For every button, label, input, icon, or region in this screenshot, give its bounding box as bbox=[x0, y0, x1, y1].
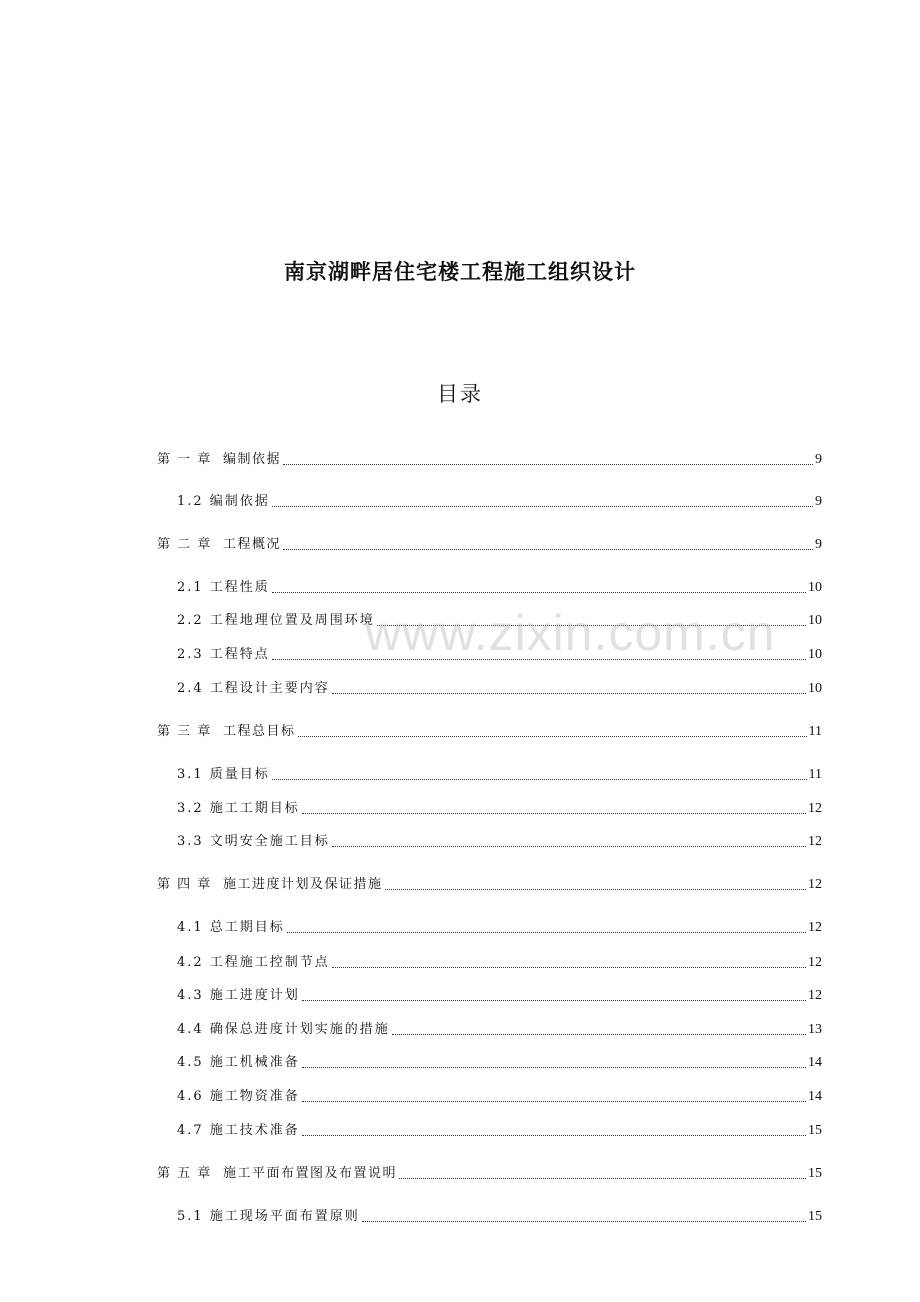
toc-page-number: 12 bbox=[808, 801, 822, 816]
toc-entry-label: 4.3 施工进度计划 bbox=[177, 988, 300, 1003]
toc-entry-label: 4.5 施工机械准备 bbox=[177, 1055, 300, 1070]
toc-entry-section-2-2[interactable] bbox=[177, 609, 822, 629]
toc-entry-chapter-3[interactable] bbox=[157, 720, 822, 740]
toc-entry-section-2-4[interactable] bbox=[177, 677, 822, 697]
toc-entry-label: 4.6 施工物资准备 bbox=[177, 1089, 300, 1104]
toc-leader-dots bbox=[272, 658, 806, 660]
toc-entry-label: 3.3 文明安全施工目标 bbox=[177, 834, 330, 849]
toc-page-number: 11 bbox=[808, 724, 822, 739]
toc-page-number: 9 bbox=[815, 452, 822, 467]
toc-entry-label: 4.2 工程施工控制节点 bbox=[177, 955, 330, 970]
toc-leader-dots bbox=[362, 1220, 806, 1222]
toc-page-number: 12 bbox=[808, 834, 822, 849]
toc-page-number: 15 bbox=[808, 1123, 822, 1138]
toc-page-number: 14 bbox=[808, 1055, 822, 1070]
toc-entry-section-2-1[interactable] bbox=[177, 576, 822, 596]
toc-leader-dots bbox=[272, 778, 807, 780]
toc-page-number: 11 bbox=[808, 767, 822, 782]
toc-entry-label: 4.1 总工期目标 bbox=[177, 920, 285, 935]
toc-leader-dots bbox=[302, 1134, 806, 1136]
toc-entry-label: 第 二 章 工程概况 bbox=[157, 537, 282, 552]
toc-leader-dots bbox=[283, 463, 813, 465]
toc-page-number: 15 bbox=[808, 1166, 822, 1181]
toc-leader-dots bbox=[302, 1066, 806, 1068]
toc-page-number: 9 bbox=[815, 494, 822, 509]
toc-leader-dots bbox=[302, 999, 806, 1001]
toc-leader-dots bbox=[272, 505, 813, 507]
toc-leader-dots bbox=[392, 1033, 806, 1035]
toc-entry-section-3-1[interactable] bbox=[177, 763, 822, 783]
toc-entry-section-5-1[interactable] bbox=[177, 1205, 822, 1225]
document-title: 南京湖畔居住宅楼工程施工组织设计 bbox=[284, 260, 636, 284]
toc-page-number: 9 bbox=[815, 537, 822, 552]
toc-entry-label: 3.2 施工工期目标 bbox=[177, 801, 300, 816]
toc-entry-label: 4.7 施工技术准备 bbox=[177, 1123, 300, 1138]
toc-entry-section-4-7[interactable] bbox=[177, 1119, 822, 1139]
toc-entry-label: 1.2 编制依据 bbox=[177, 494, 270, 509]
toc-page-number: 12 bbox=[808, 920, 822, 935]
toc-leader-dots bbox=[302, 812, 806, 814]
toc-entry-label: 4.4 确保总进度计划实施的措施 bbox=[177, 1022, 390, 1037]
toc-leader-dots bbox=[272, 591, 806, 593]
toc-page-number: 15 bbox=[808, 1209, 822, 1224]
toc-page-number: 10 bbox=[808, 613, 822, 628]
toc-entry-label: 2.1 工程性质 bbox=[177, 580, 270, 595]
toc-entry-chapter-5[interactable] bbox=[157, 1162, 822, 1182]
toc-entry-section-4-5[interactable] bbox=[177, 1051, 822, 1071]
toc-entry-section-4-1[interactable] bbox=[177, 916, 822, 936]
toc-page-number: 13 bbox=[808, 1022, 822, 1037]
toc-entry-section-4-4[interactable] bbox=[177, 1018, 822, 1038]
toc-leader-dots bbox=[385, 888, 806, 890]
toc-entry-chapter-1[interactable] bbox=[157, 448, 822, 468]
toc-leader-dots bbox=[283, 548, 813, 550]
toc-page-number: 12 bbox=[808, 955, 822, 970]
toc-entry-section-4-3[interactable] bbox=[177, 984, 822, 1004]
toc-entry-section-3-2[interactable] bbox=[177, 797, 822, 817]
toc-entry-chapter-4[interactable] bbox=[157, 873, 822, 893]
toc-entry-label: 第 四 章 施工进度计划及保证措施 bbox=[157, 877, 383, 892]
toc-entry-label: 3.1 质量目标 bbox=[177, 767, 270, 782]
toc-entry-label: 5.1 施工现场平面布置原则 bbox=[177, 1209, 360, 1224]
toc-leader-dots bbox=[399, 1177, 806, 1179]
toc-entry-label: 2.3 工程特点 bbox=[177, 647, 270, 662]
toc-entry-label: 第 五 章 施工平面布置图及布置说明 bbox=[157, 1166, 398, 1181]
toc-leader-dots bbox=[298, 735, 807, 737]
toc-page-number: 12 bbox=[808, 988, 822, 1003]
toc-leader-dots bbox=[302, 1100, 806, 1102]
toc-page-number: 10 bbox=[808, 647, 822, 662]
toc-entry-label: 第 三 章 工程总目标 bbox=[157, 724, 296, 739]
toc-entry-label: 第 一 章 编制依据 bbox=[157, 452, 282, 467]
toc-entry-label: 2.4 工程设计主要内容 bbox=[177, 681, 330, 696]
toc-entry-section-2-3[interactable] bbox=[177, 643, 822, 663]
toc-entry-chapter-2[interactable] bbox=[157, 533, 822, 553]
toc-leader-dots bbox=[377, 624, 806, 626]
toc-page-number: 10 bbox=[808, 681, 822, 696]
toc-page-number: 12 bbox=[808, 877, 822, 892]
toc-leader-dots bbox=[332, 692, 806, 694]
toc-heading: 目录 bbox=[437, 382, 483, 406]
toc-leader-dots bbox=[332, 966, 806, 968]
toc-page-number: 10 bbox=[808, 580, 822, 595]
toc-entry-section-4-6[interactable] bbox=[177, 1085, 822, 1105]
toc-leader-dots bbox=[332, 845, 806, 847]
toc-entry-section-1-2[interactable] bbox=[177, 490, 822, 510]
toc-entry-section-3-3[interactable] bbox=[177, 830, 822, 850]
toc-leader-dots bbox=[287, 931, 806, 933]
toc-page-number: 14 bbox=[808, 1089, 822, 1104]
toc-entry-section-4-2[interactable] bbox=[177, 951, 822, 971]
toc-entry-label: 2.2 工程地理位置及周围环境 bbox=[177, 613, 375, 628]
watermark: www.zixin.com.cn bbox=[365, 605, 776, 661]
